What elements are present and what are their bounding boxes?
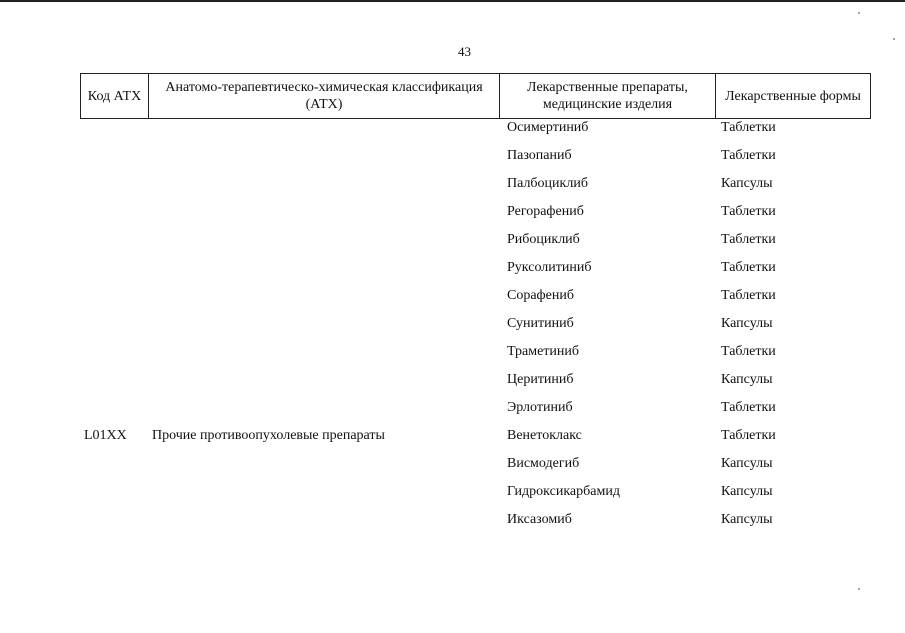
cell-drug: Траметиниб [507, 344, 580, 359]
table-header [80, 73, 871, 119]
scan-speck [893, 38, 895, 40]
table-row [0, 288, 905, 308]
table-row [0, 400, 905, 420]
table-row [0, 316, 905, 336]
header-drugs: Лекарственные препараты, медицинские изделия [500, 74, 716, 118]
cell-drug: Пазопаниб [507, 148, 572, 163]
cell-drug: Осимертиниб [507, 120, 589, 135]
cell-form: Капсулы [721, 316, 773, 331]
table-row [0, 456, 905, 476]
cell-form: Капсулы [721, 512, 773, 527]
table-row [0, 484, 905, 504]
cell-drug: Висмодегиб [507, 456, 580, 471]
cell-form: Таблетки [721, 288, 776, 303]
cell-form: Капсулы [721, 456, 773, 471]
cell-form: Таблетки [721, 400, 776, 415]
table-row [0, 232, 905, 252]
header-forms: Лекарственные формы [725, 88, 861, 104]
cell-drug: Гидроксикарбамид [507, 484, 620, 499]
scan-speck [858, 588, 860, 590]
cell-drug: Эрлотиниб [507, 400, 573, 415]
header-classification: Анатомо-терапевтическо-химическая классификация (АТХ) [149, 74, 500, 118]
table-row [0, 372, 905, 392]
page-number: 43 [458, 44, 471, 59]
cell-drug: Палбоциклиб [507, 176, 588, 191]
table-row [0, 120, 905, 140]
cell-form: Капсулы [721, 372, 773, 387]
cell-form: Таблетки [721, 148, 776, 163]
cell-drug: Венетоклакс [507, 428, 582, 443]
cell-form: Капсулы [721, 484, 773, 499]
cell-drug: Регорафениб [507, 204, 584, 219]
table-row [0, 204, 905, 224]
table-row [0, 344, 905, 364]
cell-drug: Церитиниб [507, 372, 574, 387]
cell-form: Таблетки [721, 428, 776, 443]
cell-drug: Рибоциклиб [507, 232, 580, 247]
scan-speck [858, 12, 860, 14]
cell-drug: Иксазомиб [507, 512, 572, 527]
cell-drug: Сунитиниб [507, 316, 574, 331]
table-row [0, 176, 905, 196]
cell-classification: Прочие противоопухолевые препараты [152, 428, 385, 443]
cell-form: Таблетки [721, 204, 776, 219]
table-row [0, 512, 905, 532]
cell-code: L01XX [84, 428, 127, 443]
cell-form: Капсулы [721, 176, 773, 191]
cell-form: Таблетки [721, 260, 776, 275]
table-row [0, 428, 905, 448]
table-row [0, 148, 905, 168]
cell-form: Таблетки [721, 120, 776, 135]
cell-form: Таблетки [721, 232, 776, 247]
table-row [0, 260, 905, 280]
scan-top-rule [0, 0, 905, 2]
cell-drug: Руксолитиниб [507, 260, 592, 275]
cell-drug: Сорафениб [507, 288, 574, 303]
cell-form: Таблетки [721, 344, 776, 359]
header-code: Код АТХ [81, 74, 149, 118]
